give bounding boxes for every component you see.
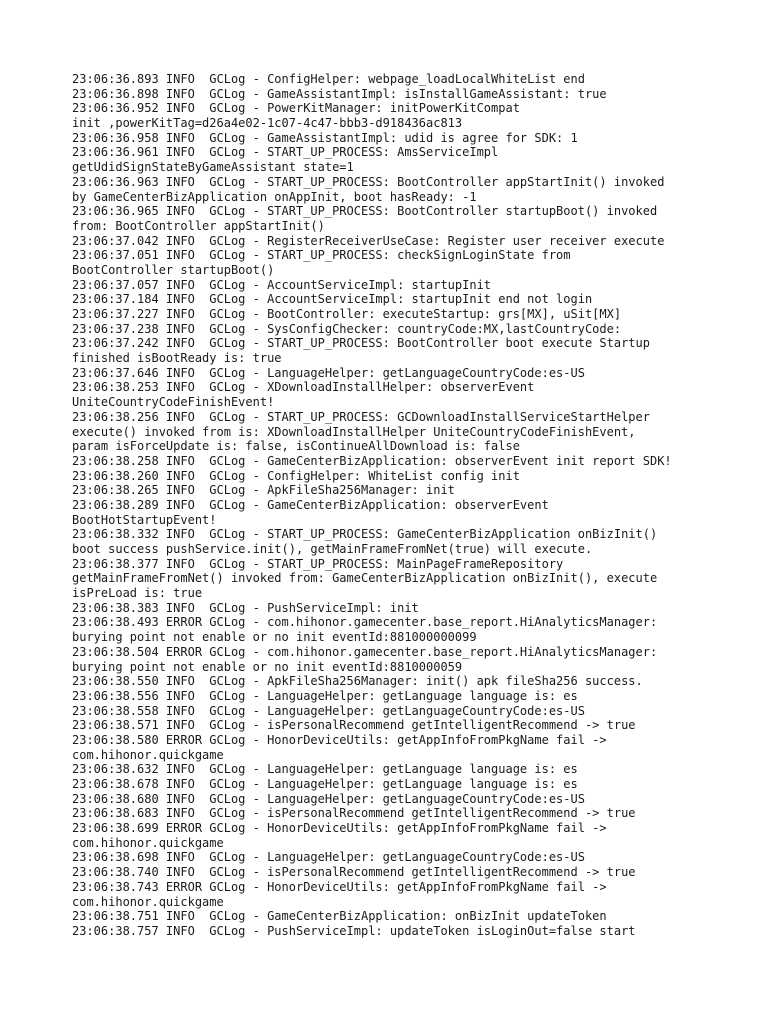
log-line: 23:06:36.965 INFO GCLog - START_UP_PROCESS: BootController startupBoot() invoked bbox=[72, 204, 658, 219]
log-line: 23:06:38.751 INFO GCLog - GameCenterBizApplication: onBizInit updateToken bbox=[72, 909, 607, 924]
log-line: 23:06:37.227 INFO GCLog - BootController: executeStartup: grs[MX], uSit[MX] bbox=[72, 307, 622, 321]
log-line: 23:06:38.632 INFO GCLog - LanguageHelper: getLanguage language is: es bbox=[72, 762, 578, 777]
log-line: BootHotStartupEvent! bbox=[72, 512, 217, 527]
log-line: 23:06:37.051 INFO GCLog - START_UP_PROCESS: checkSignLoginState from bbox=[72, 248, 571, 263]
log-line: 23:06:38.383 INFO GCLog - PushServiceImpl: init bbox=[72, 600, 419, 615]
log-line: 23:06:38.256 INFO GCLog - START_UP_PROCESS: GCDownloadInstallServiceStartHelper bbox=[72, 409, 650, 424]
log-line: 23:06:38.258 INFO GCLog - GameCenterBizApplication: observerEvent init report SDK! bbox=[72, 453, 672, 468]
log-line: 23:06:38.698 INFO GCLog - LanguageHelper: getLanguageCountryCode:es-US bbox=[72, 850, 585, 865]
log-line: init ,powerKitTag=d26a4e02-1c07-4c47-bbb3-d918436ac813 bbox=[72, 116, 463, 131]
log-line: from: BootController appStartInit() bbox=[72, 218, 325, 233]
log-line: burying point not enable or no init eventId:881000000099 bbox=[72, 630, 477, 645]
log-line: 23:06:38.377 INFO GCLog - START_UP_PROCESS: MainPageFrameRepository bbox=[72, 556, 564, 571]
log-line: param isForceUpdate is: false, isContinueAllDownload is: false bbox=[72, 439, 520, 454]
log-line: 23:06:38.571 INFO GCLog - isPersonalRecommend getIntelligentRecommend -> true bbox=[72, 718, 636, 733]
log-line: com.hihonor.quickgame bbox=[72, 747, 224, 762]
log-line: getMainFrameFromNet() invoked from: GameCenterBizApplication onBizInit(), execute bbox=[72, 571, 658, 586]
log-line: 23:06:37.042 INFO GCLog - RegisterReceiverUseCase: Register user receiver execute bbox=[72, 233, 665, 248]
log-line: 23:06:36.893 INFO GCLog - ConfigHelper: webpage_loadLocalWhiteList end bbox=[72, 72, 585, 86]
log-line: 23:06:38.253 INFO GCLog - XDownloadInstallHelper: observerEvent bbox=[72, 380, 535, 395]
log-line: 23:06:37.238 INFO GCLog - SysConfigChecker: countryCode:MX,lastCountryCode: bbox=[72, 321, 622, 336]
log-line: burying point not enable or no init eventId:8810000059 bbox=[72, 659, 463, 674]
log-line: 23:06:38.680 INFO GCLog - LanguageHelper: getLanguageCountryCode:es-US bbox=[72, 791, 585, 806]
log-line: 23:06:38.504 ERROR GCLog - com.hihonor.gamecenter.base_report.HiAnalyticsManager: bbox=[72, 644, 658, 659]
log-line: isPreLoad is: true bbox=[72, 586, 203, 601]
log-line: 23:06:38.493 ERROR GCLog - com.hihonor.gamecenter.base_report.HiAnalyticsManager: bbox=[72, 615, 658, 630]
log-line: 23:06:38.757 INFO GCLog - PushServiceImpl: updateToken isLoginOut=false start bbox=[72, 923, 636, 938]
log-line: 23:06:36.952 INFO GCLog - PowerKitManager: initPowerKitCompat bbox=[72, 101, 520, 116]
log-line: com.hihonor.quickgame bbox=[72, 894, 224, 909]
log-line: 23:06:37.057 INFO GCLog - AccountServiceImpl: startupInit bbox=[72, 277, 492, 292]
log-line: 23:06:38.332 INFO GCLog - START_UP_PROCESS: GameCenterBizApplication onBizInit() bbox=[72, 527, 658, 542]
log-line: com.hihonor.quickgame bbox=[72, 835, 224, 850]
log-line: 23:06:36.963 INFO GCLog - START_UP_PROCESS: BootController appStartInit() invoked bbox=[72, 174, 665, 189]
log-line: 23:06:38.289 INFO GCLog - GameCenterBizApplication: observerEvent bbox=[72, 497, 549, 512]
log-line: 23:06:37.242 INFO GCLog - START_UP_PROCESS: BootController boot execute Startup bbox=[72, 336, 650, 351]
log-line: boot success pushService.init(), getMainFrameFromNet(true) will execute. bbox=[72, 542, 593, 556]
log-line: 23:06:38.558 INFO GCLog - LanguageHelper: getLanguageCountryCode:es-US bbox=[72, 703, 585, 718]
log-line: 23:06:37.646 INFO GCLog - LanguageHelper: getLanguageCountryCode:es-US bbox=[72, 365, 585, 380]
log-line: BootController startupBoot() bbox=[72, 262, 275, 277]
log-line: UniteCountryCodeFinishEvent! bbox=[72, 395, 275, 410]
log-line: by GameCenterBizApplication onAppInit, boot hasReady: -1 bbox=[72, 189, 477, 204]
log-line: 23:06:38.580 ERROR GCLog - HonorDeviceUtils: getAppInfoFromPkgName fail -> bbox=[72, 732, 607, 747]
log-line: 23:06:38.743 ERROR GCLog - HonorDeviceUtils: getAppInfoFromPkgName fail -> bbox=[72, 879, 607, 894]
log-line: 23:06:38.260 INFO GCLog - ConfigHelper: WhiteList config init bbox=[72, 468, 520, 483]
log-line: 23:06:38.265 INFO GCLog - ApkFileSha256Manager: init bbox=[72, 483, 455, 498]
log-line: 23:06:38.699 ERROR GCLog - HonorDeviceUtils: getAppInfoFromPkgName fail -> bbox=[72, 821, 607, 836]
log-line: 23:06:36.958 INFO GCLog - GameAssistantImpl: udid is agree for SDK: 1 bbox=[72, 130, 578, 145]
log-line: getUdidSignStateByGameAssistant state=1 bbox=[72, 160, 354, 175]
log-line: 23:06:38.678 INFO GCLog - LanguageHelper: getLanguage language is: es bbox=[72, 777, 578, 791]
log-line: 23:06:38.556 INFO GCLog - LanguageHelper: getLanguage language is: es bbox=[72, 688, 578, 703]
log-line: 23:06:38.683 INFO GCLog - isPersonalRecommend getIntelligentRecommend -> true bbox=[72, 806, 636, 821]
log-text-block bbox=[72, 72, 712, 939]
log-line: execute() invoked from is: XDownloadInstallHelper UniteCountryCodeFinishEvent, bbox=[72, 424, 636, 439]
log-line: 23:06:36.961 INFO GCLog - START_UP_PROCESS: AmsServiceImpl bbox=[72, 145, 499, 160]
log-line: 23:06:38.740 INFO GCLog - isPersonalRecommend getIntelligentRecommend -> true bbox=[72, 865, 636, 880]
log-line: 23:06:38.550 INFO GCLog - ApkFileSha256Manager: init() apk fileSha256 success. bbox=[72, 674, 643, 689]
log-line: finished isBootReady is: true bbox=[72, 351, 282, 366]
log-line: 23:06:37.184 INFO GCLog - AccountServiceImpl: startupInit end not login bbox=[72, 292, 593, 307]
log-line: 23:06:36.898 INFO GCLog - GameAssistantImpl: isInstallGameAssistant: true bbox=[72, 86, 607, 101]
